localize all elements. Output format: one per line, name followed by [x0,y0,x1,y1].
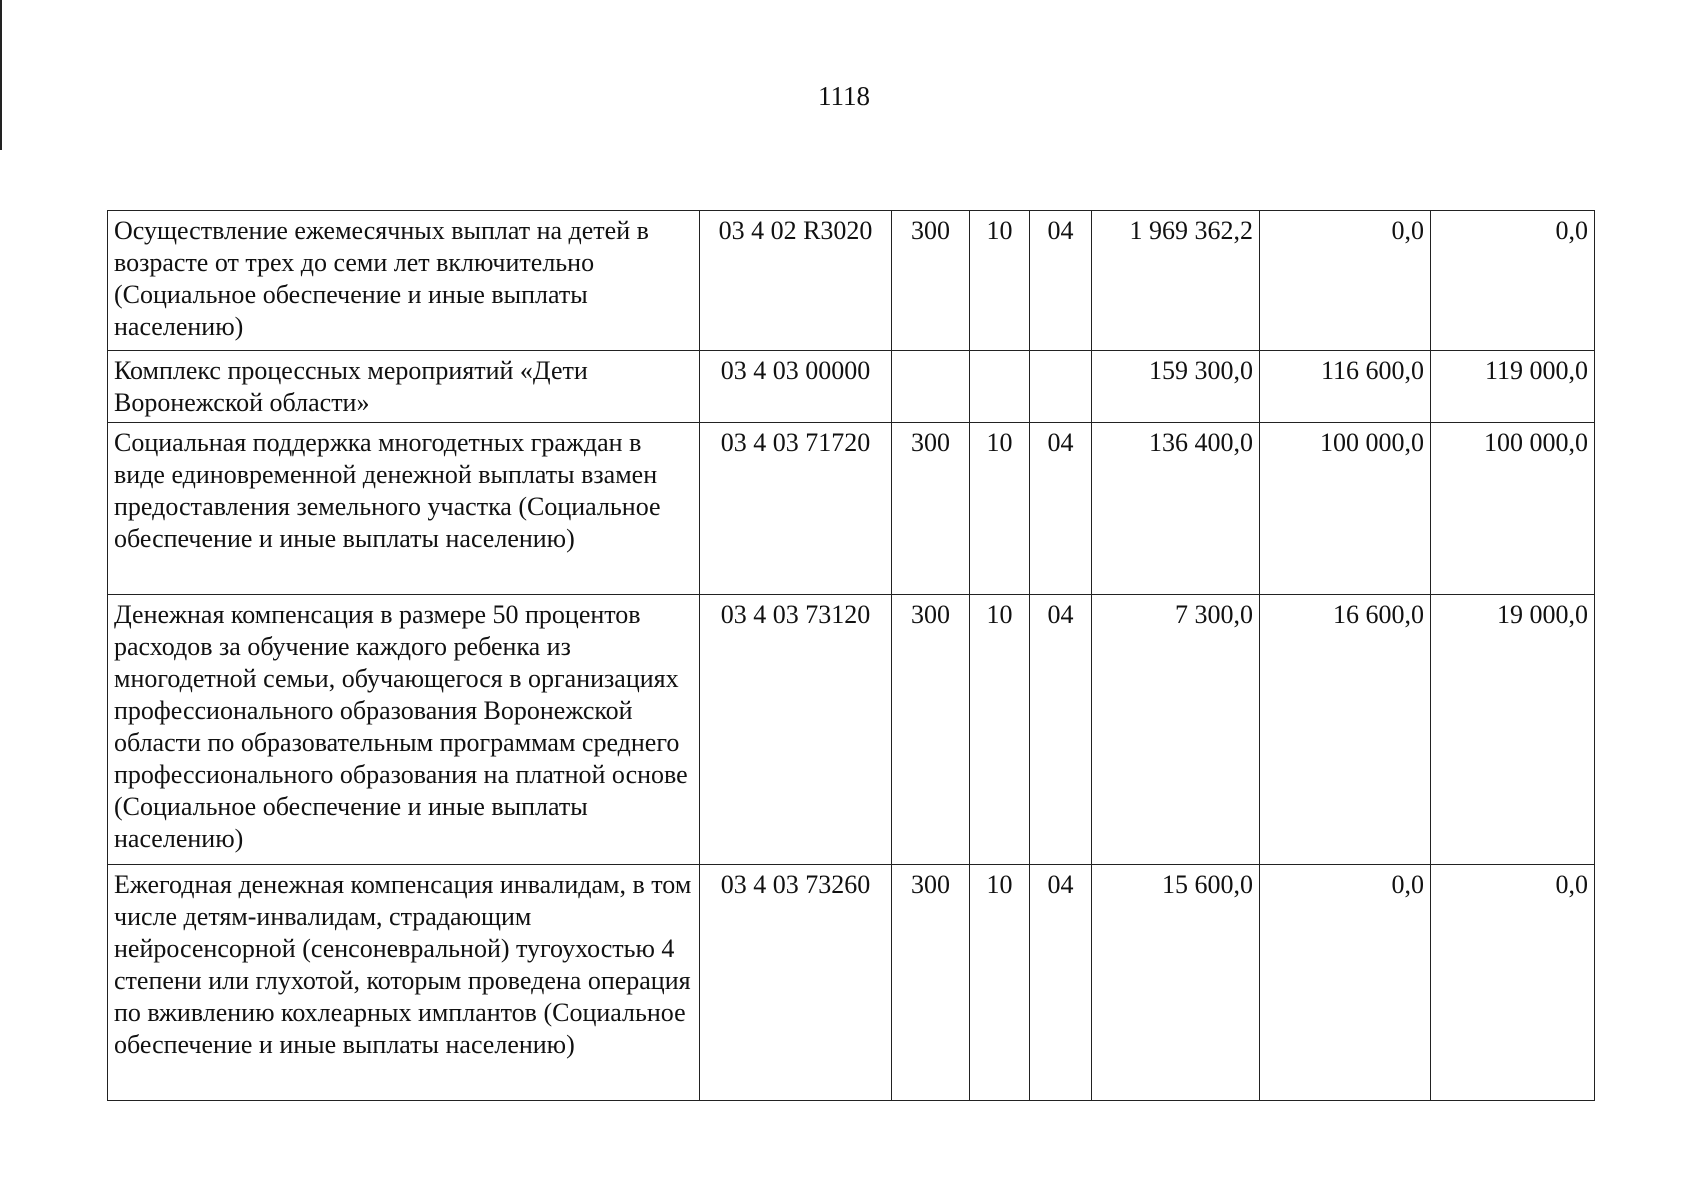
row-target-code: 03 4 03 71720 [700,423,892,595]
table-row [108,351,1595,423]
row-sum-2: 0,0 [1260,865,1431,1101]
row-sum-1: 15 600,0 [1092,865,1260,1101]
row-pr: 04 [1030,211,1092,351]
table-row [108,423,1595,595]
row-target-code: 03 4 03 73120 [700,595,892,865]
row-name: Социальная поддержка многодетных граждан в виде единовременной денежной выплаты взамен предоставления земельного участка (Социальное обеспечение и иные выплаты населению) [108,423,700,595]
row-pr: 04 [1030,423,1092,595]
row-sum-3: 0,0 [1431,865,1595,1101]
row-rz: 10 [970,865,1030,1101]
row-vr: 300 [892,423,970,595]
budget-table [107,210,1595,1101]
table-row [108,865,1595,1101]
row-sum-2: 100 000,0 [1260,423,1431,595]
row-pr: 04 [1030,865,1092,1101]
row-sum-2: 0,0 [1260,211,1431,351]
table-row [108,211,1595,351]
row-rz: 10 [970,211,1030,351]
row-sum-1: 136 400,0 [1092,423,1260,595]
table-row [108,595,1595,865]
row-sum-3: 119 000,0 [1431,351,1595,423]
row-sum-3: 0,0 [1431,211,1595,351]
row-pr [1030,351,1092,423]
row-target-code: 03 4 02 R3020 [700,211,892,351]
row-name: Комплекс процессных мероприятий «Дети Воронежской области» [108,351,700,423]
row-vr: 300 [892,595,970,865]
row-sum-3: 100 000,0 [1431,423,1595,595]
row-vr: 300 [892,211,970,351]
row-sum-2: 16 600,0 [1260,595,1431,865]
row-sum-2: 116 600,0 [1260,351,1431,423]
row-pr: 04 [1030,595,1092,865]
row-rz [970,351,1030,423]
row-rz: 10 [970,595,1030,865]
row-target-code: 03 4 03 73260 [700,865,892,1101]
row-name: Осуществление ежемесячных выплат на детей в возрасте от трех до семи лет включительно (Социальное обеспечение и иные выплаты населению) [108,211,700,351]
row-sum-1: 1 969 362,2 [1092,211,1260,351]
page-number: 1118 [818,81,870,111]
row-target-code: 03 4 03 00000 [700,351,892,423]
row-rz: 10 [970,423,1030,595]
row-sum-3: 19 000,0 [1431,595,1595,865]
scan-edge-line [0,0,2,150]
row-sum-1: 7 300,0 [1092,595,1260,865]
row-name: Денежная компенсация в размере 50 процентов расходов за обучение каждого ребенка из многодетной семьи, обучающегося в организациях профессионального образования Воронежской области по образовательным программам среднего профессионального образования на платной основе (Социальное обеспечение и иные выплаты населению) [108,595,700,865]
row-sum-1: 159 300,0 [1092,351,1260,423]
row-name: Ежегодная денежная компенсация инвалидам, в том числе детям-инвалидам, страдающим нейросенсорной (сенсоневральной) тугоухостью 4 степени или глухотой, которым проведена операция по вживлению кохлеарных имплантов (Социальное обеспечение и иные выплаты населению) [108,865,700,1101]
row-vr [892,351,970,423]
row-vr: 300 [892,865,970,1101]
